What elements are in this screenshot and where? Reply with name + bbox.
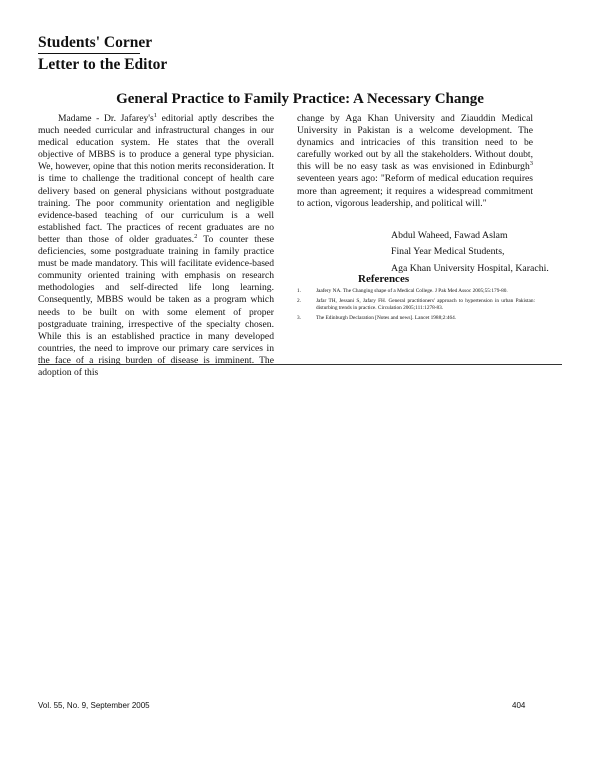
citation-marker: 1 [153, 111, 157, 119]
left-column [38, 113, 274, 379]
author-role: Final Year Medical Students, [391, 246, 505, 258]
citation-marker: 3 [529, 160, 533, 168]
references-list [297, 288, 535, 325]
divider [38, 364, 562, 365]
journal-issue: Vol. 55, No. 9, September 2005 [38, 701, 150, 710]
author-institution: Aga Khan University Hospital, Karachi. [391, 262, 549, 274]
body-text: seventeen years ago: "Reform of medical education requires more than agreement; it requires a widespread commitment to action, vigorous leadership, and political will." [297, 173, 533, 209]
reference-number: 2. [297, 298, 301, 304]
page-number: 404 [512, 701, 526, 710]
author-signature [391, 228, 549, 277]
reference-item [297, 315, 535, 322]
reference-text: The Edinburgh Declaration [Notes and news]. Lancet 1988;2:464. [316, 315, 457, 321]
references-heading: References [358, 273, 410, 285]
body-paragraph [297, 113, 533, 210]
body-text: Madame - Dr. Jafarey's [58, 113, 154, 124]
reference-text: Jafar TH, Jessani S, Jafary FH. General practitioners' approach to hypertension in urban Pakistan: disturbing trends in practice. Circulation 2005;111:1278-83. [316, 298, 535, 311]
body-text: change by Aga Khan University and Ziauddin Medical University in Pakistan is a welcome development. The dynamics and intricacies of this transition need to be carefully worked out by all the stakeholders. Without doubt, this will be no easy task as was envisioned in Edinburgh [297, 113, 533, 173]
reference-item [297, 298, 535, 312]
body-text: editorial aptly describes the much needed curricular and infrastructural changes in our medical education system. He states that the overall objective of MBBS is to produce a general type physician. We, however, opine that this notion merits reconsideration. It is time to challenge the traditional concept of health care delivery based on general physicians without postgraduate training. The poor community orientation and negligible evidence-based teaching of our curriculum is a well established fact. The practices of recent graduates are no better than those of older graduates. [38, 113, 274, 245]
reference-number: 3. [297, 315, 301, 321]
subsection-label: Letter to the Editor [38, 56, 168, 73]
right-column [297, 113, 533, 210]
section-label: Students' Corner [38, 34, 140, 54]
author-names: Abdul Waheed, Fawad Aslam [391, 230, 508, 241]
body-text: To counter these deficiencies, some postgraduate training in family practice must be made mandatory. This will facilitate evidence-based community oriented training with emphasis on research methodologies and self-directed life long learning. Consequently, MBBS would be taken as a program which needs to be built on with some element of proper postgraduate training, irrespective of the specialty chosen. While this is an established practice in many developed countries, the need to improve our primary care services in the face of a rising burden of disease is imminent. The adoption of this [38, 233, 274, 378]
reference-text: Jaafery NA. The Changing shape of a Medical College. J Pak Med Assoc 2005;55:179-80. [316, 288, 508, 294]
citation-marker: 2 [194, 232, 198, 240]
reference-number: 1. [297, 288, 301, 294]
body-paragraph [38, 113, 274, 379]
article-title: General Practice to Family Practice: A Necessary Change [116, 91, 484, 107]
reference-item [297, 288, 535, 295]
